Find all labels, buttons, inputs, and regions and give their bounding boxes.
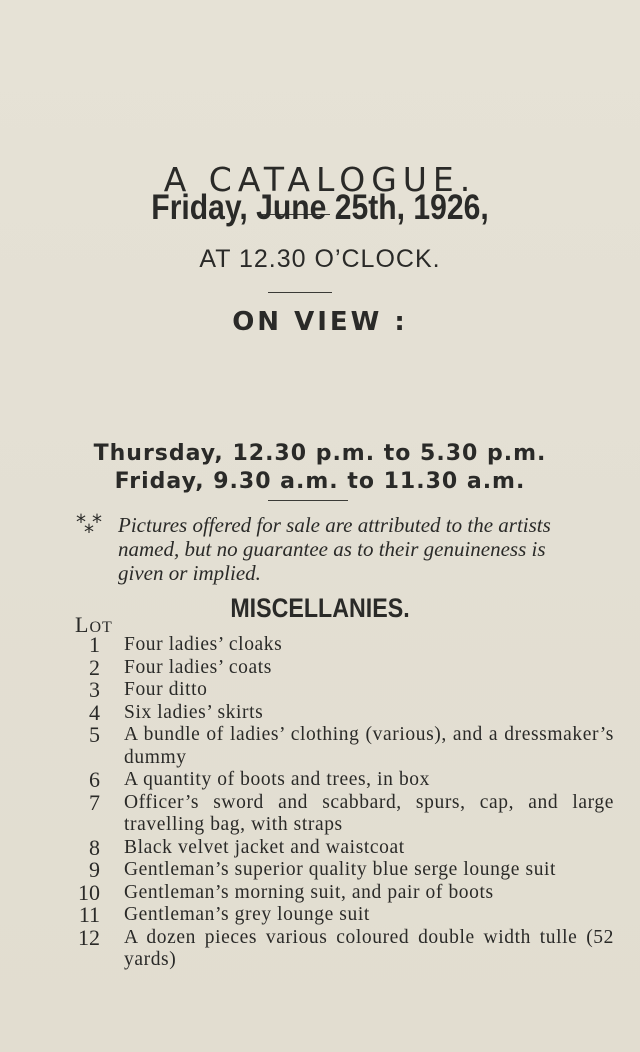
viewing-friday: Friday, 9.30 a.m. to 11.30 a.m. <box>114 469 526 494</box>
sale-date: Friday, June 25th, 1926, <box>151 188 489 227</box>
lot-description: Gentleman’s morning suit, and pair of boots <box>124 881 494 903</box>
lot-item <box>74 654 614 680</box>
viewing-divider <box>268 500 348 501</box>
lot-number: 1 <box>89 632 100 657</box>
lot-description: Four ladies’ cloaks <box>124 634 283 655</box>
disclaimer-line-3: given or implied. <box>118 561 261 585</box>
lot-description: A bundle of ladies’ clothing (various), and a dressmaker’s dummy <box>124 724 614 768</box>
lot-item <box>74 679 614 702</box>
lot-description: Four ditto <box>124 679 208 700</box>
lot-item <box>74 634 614 657</box>
lot-description: A quantity of boots and trees, in box <box>124 769 430 790</box>
lot-number: 6 <box>89 767 100 792</box>
lot-number: 2 <box>89 654 100 680</box>
lot-number: 9 <box>89 857 100 882</box>
lot-description: Gentleman’s grey lounge suit <box>124 904 370 925</box>
asterisk-top-left: * <box>76 510 86 534</box>
lot-item <box>74 769 614 792</box>
catalogue-title: A CATALOGUE. <box>163 160 477 199</box>
lot-number: 5 <box>89 722 100 747</box>
lot-item <box>74 789 614 837</box>
disclaimer-line-2: named, but no guarantee as to their genuineness is <box>118 537 546 561</box>
lot-number: 4 <box>89 699 100 725</box>
sale-time: AT 12.30 O’CLOCK. <box>199 245 441 273</box>
lot-item <box>74 924 614 972</box>
lot-description: A dozen pieces various coloured double width tulle (52 yards) <box>124 926 614 970</box>
asterisk-top-right: * <box>92 510 102 534</box>
lot-description: Gentleman’s superior quality blue serge lounge suit <box>124 859 557 880</box>
lot-description: Six ladies’ skirts <box>124 701 264 723</box>
lot-number: 11 <box>78 902 100 927</box>
lot-item <box>74 904 614 927</box>
on-view-heading: ON VIEW : <box>232 307 408 337</box>
lot-number: 10 <box>78 879 100 905</box>
lot-item <box>74 724 614 769</box>
attribution-disclaimer <box>80 510 620 585</box>
time-divider <box>268 292 332 293</box>
lot-number: 3 <box>89 677 100 702</box>
viewing-thursday: Thursday, 12.30 p.m. to 5.30 p.m. <box>93 441 547 466</box>
lot-heading-initial: L <box>75 612 90 637</box>
disclaimer-line-1: Pictures offered for sale are attributed to the artists <box>118 513 551 537</box>
lot-heading-rest: OT <box>89 619 113 636</box>
lot-item <box>74 859 614 882</box>
lot-number: 8 <box>89 834 100 860</box>
lot-description: Four ladies’ coats <box>124 656 272 678</box>
lot-item <box>74 699 614 725</box>
lot-description: Black velvet jacket and waistcoat <box>124 836 405 858</box>
lot-list <box>74 634 614 972</box>
lot-description: Officer’s sword and scabbard, spurs, cap, and large travelling bag, with straps <box>124 791 614 835</box>
lot-number: 12 <box>78 924 100 950</box>
lot-item <box>74 879 614 905</box>
lot-item <box>74 834 614 860</box>
lot-number: 7 <box>89 789 100 815</box>
asterisk-bottom: * <box>84 520 94 544</box>
section-heading: MISCELLANIES. <box>230 593 410 623</box>
